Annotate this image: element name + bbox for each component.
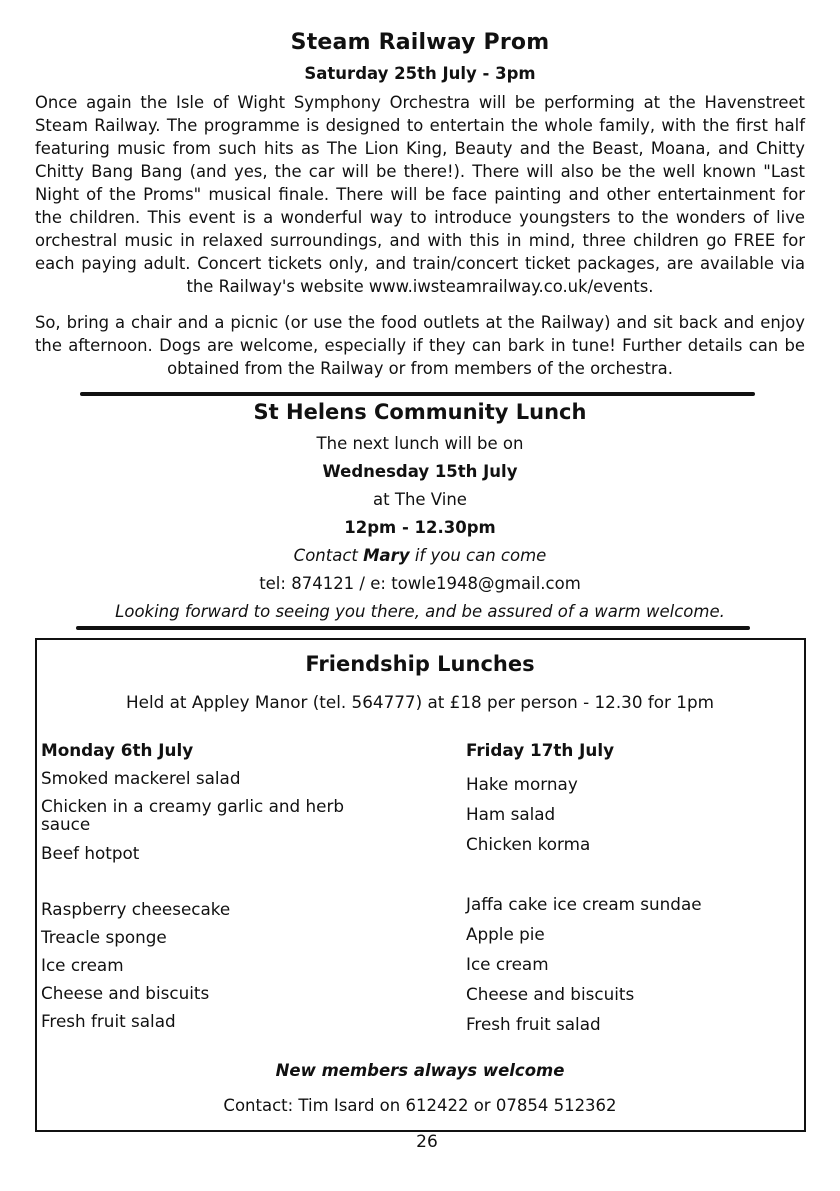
menu-left-dessert: Ice cream — [41, 955, 124, 975]
menu-left-main: Chicken in a creamy garlic and herb sauce — [41, 796, 345, 834]
menu-right-dessert: Apple pie — [466, 924, 545, 944]
menu-left-main: Beef hotpot — [41, 843, 140, 863]
friendship-lunches-welcome: New members always welcome — [275, 1061, 565, 1080]
menu-right-main: Ham salad — [466, 804, 556, 824]
friendship-lunches-contact: Contact: Tim Isard on 612422 or 07854 512362 — [223, 1096, 617, 1115]
contact-suffix: if you can come — [409, 546, 547, 565]
section-divider — [80, 392, 755, 396]
menu-right-main: Chicken korma — [466, 834, 591, 854]
menu-left-dessert: Raspberry cheesecake — [41, 899, 231, 919]
community-lunch-contact — [0, 546, 840, 565]
menu-left-main: Smoked mackerel salad — [41, 768, 241, 788]
community-lunch-venue: at The Vine — [373, 490, 467, 509]
prom-paragraph-2: So, bring a chair and a picnic (or use the food outlets at the Railway) and sit back and enjoy the afternoon. Dogs are welcome, especially if they can bark in tune! Further details can be obtained from the Railway or from members of the orchestra. — [35, 313, 805, 378]
menu-right-dessert: Ice cream — [466, 954, 549, 974]
section-divider — [76, 626, 750, 630]
friendship-lunches-subtitle: Held at Appley Manor (tel. 564777) at £18 per person - 12.30 for 1pm — [126, 692, 714, 712]
community-lunch-phone-email: tel: 874121 / e: towle1948@gmail.com — [259, 574, 581, 593]
prom-paragraph-1: Once again the Isle of Wight Symphony Orchestra will be performing at the Havenstreet Steam Railway. The programme is designed to entertain the whole family, with the first half featuring music from such hits as The Lion King, Beauty and the Beast, Moana, and Chitty Chitty Bang Bang (and yes, the car will be there!). There will also be the well known "Last Night of the Proms" musical finale. There will be face painting and other entertainment for the children. This event is a wonderful way to introduce youngsters to the wonders of live orchestral music in relaxed surroundings, and with this in mind, three children go FREE for each paying adult. Concert tickets only, and train/concert ticket packages, are available via the Railway's website www.iwsteamrailway.co.uk/events. — [35, 93, 805, 296]
menu-right-dessert: Cheese and biscuits — [466, 984, 635, 1004]
menu-right-dessert: Jaffa cake ice cream sundae — [466, 894, 702, 914]
community-lunch-time: 12pm - 12.30pm — [344, 518, 496, 537]
prom-title: Steam Railway Prom — [290, 30, 550, 55]
menu-left-dessert: Treacle sponge — [41, 927, 167, 947]
menu-left-dessert: Cheese and biscuits — [41, 983, 210, 1003]
contact-name: Mary — [363, 546, 410, 565]
contact-prefix: Contact — [293, 546, 364, 565]
community-lunch-closing: Looking forward to seeing you there, and be assured of a warm welcome. — [115, 602, 725, 621]
menu-left-heading: Monday 6th July — [41, 740, 194, 760]
menu-left-dessert: Fresh fruit salad — [41, 1011, 176, 1031]
menu-right-main: Hake mornay — [466, 774, 578, 794]
community-lunch-date: Wednesday 15th July — [322, 462, 518, 481]
menu-right-heading: Friday 17th July — [466, 740, 615, 760]
friendship-lunches-title: Friendship Lunches — [305, 652, 535, 676]
friendship-lunches-box — [35, 638, 806, 1132]
page-number: 26 — [416, 1132, 438, 1152]
menu-right-dessert: Fresh fruit salad — [466, 1014, 601, 1034]
community-lunch-intro: The next lunch will be on — [316, 434, 524, 453]
prom-date: Saturday 25th July - 3pm — [304, 64, 536, 83]
community-lunch-title: St Helens Community Lunch — [253, 400, 587, 424]
